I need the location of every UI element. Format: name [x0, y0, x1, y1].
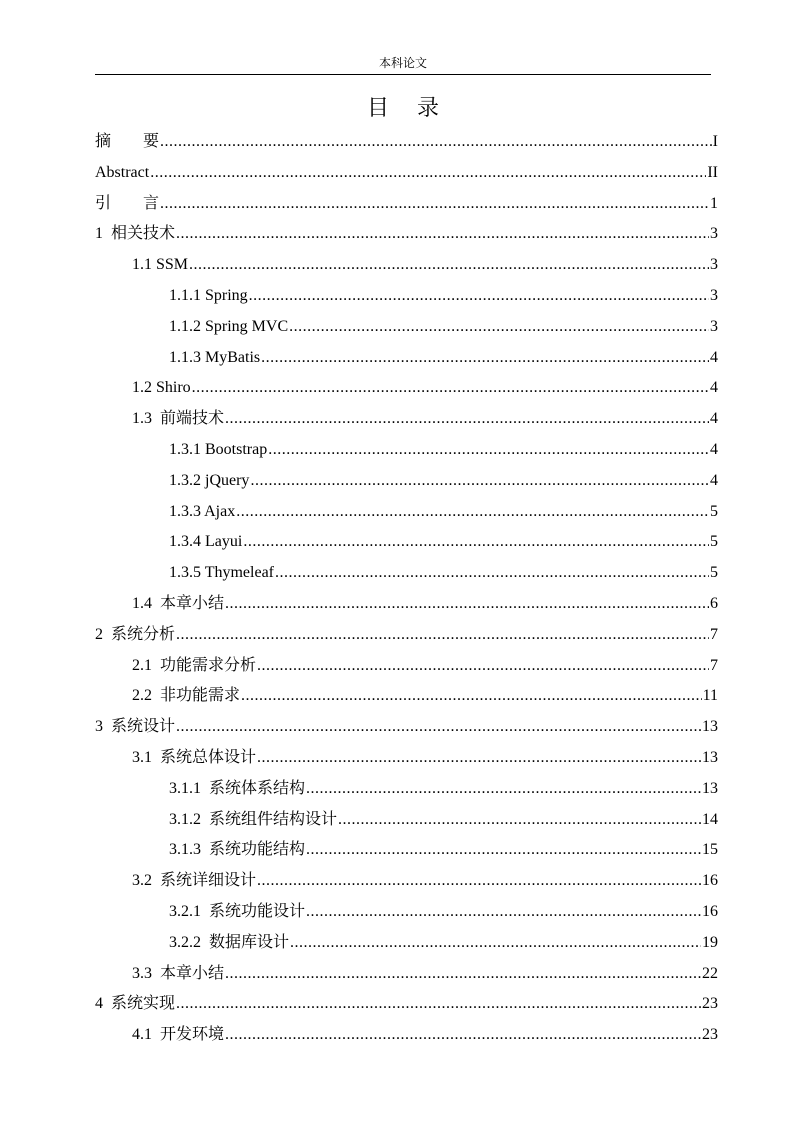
toc-dot-leader	[257, 651, 709, 682]
toc-entry[interactable]	[95, 373, 718, 404]
toc-entry[interactable]	[95, 127, 718, 158]
toc-entry-page-number: 11	[702, 687, 718, 705]
toc-dot-leader	[261, 343, 709, 374]
toc-entry-page-number: 6	[710, 594, 718, 612]
toc-entry-page-number: II	[707, 163, 718, 181]
toc-entry[interactable]	[95, 250, 718, 281]
toc-entry-label: 1.1.2 Spring MVC	[169, 317, 289, 335]
toc-entry-page-number: 7	[710, 625, 718, 643]
table-of-contents	[95, 127, 718, 1051]
toc-entry[interactable]	[95, 681, 718, 712]
toc-entry-page-number: 1	[710, 194, 718, 212]
toc-entry-label: Abstract	[95, 163, 150, 181]
toc-dot-leader	[176, 620, 709, 651]
toc-dot-leader	[160, 127, 712, 158]
toc-entry-page-number: 3	[710, 225, 718, 243]
toc-dot-leader	[250, 466, 709, 497]
toc-entry-page-number: 4	[710, 440, 718, 458]
toc-dot-leader	[225, 1020, 701, 1051]
toc-dot-leader	[225, 589, 709, 620]
toc-entry-label: 摘 要	[95, 133, 160, 150]
toc-entry-page-number: 15	[702, 841, 718, 859]
toc-dot-leader	[189, 250, 709, 281]
toc-entry-page-number: 5	[710, 564, 718, 582]
toc-entry[interactable]	[95, 466, 718, 497]
toc-entry-page-number: 4	[710, 410, 718, 428]
toc-entry-label: 2.2 非功能需求	[132, 687, 241, 705]
toc-entry-label: 1.3.2 jQuery	[169, 471, 250, 489]
toc-dot-leader	[176, 989, 701, 1020]
toc-entry[interactable]	[95, 189, 718, 220]
toc-entry[interactable]	[95, 620, 718, 651]
toc-entry[interactable]	[95, 774, 718, 805]
header-divider	[95, 74, 711, 75]
toc-dot-leader	[225, 959, 701, 990]
toc-entry-page-number: 16	[702, 872, 718, 890]
toc-entry-page-number: 3	[710, 317, 718, 335]
toc-entry[interactable]	[95, 897, 718, 928]
toc-entry-page-number: 23	[702, 1026, 718, 1044]
toc-entry-label: 2 系统分析	[95, 625, 176, 643]
toc-entry-page-number: 4	[710, 471, 718, 489]
toc-entry-label: 1.1.3 MyBatis	[169, 348, 261, 366]
toc-dot-leader	[241, 681, 702, 712]
toc-entry-label: 1.3.3 Ajax	[169, 502, 236, 520]
toc-dot-leader	[176, 712, 701, 743]
toc-entry[interactable]	[95, 219, 718, 250]
page-header: 本科论文	[378, 56, 427, 70]
toc-entry-label: 3.1.2 系统组件结构设计	[169, 810, 338, 828]
toc-entry-page-number: 5	[710, 533, 718, 551]
toc-dot-leader	[289, 312, 709, 343]
toc-dot-leader	[290, 928, 701, 959]
toc-entry[interactable]	[95, 1020, 718, 1051]
toc-entry-page-number: 3	[710, 256, 718, 274]
toc-entry[interactable]	[95, 928, 718, 959]
toc-entry-label: 1.1.1 Spring	[169, 286, 248, 304]
toc-entry-label: 1.4 本章小结	[132, 594, 225, 612]
toc-entry-label: 3.1 系统总体设计	[132, 748, 257, 766]
toc-entry-label: 引 言	[95, 194, 160, 212]
toc-dot-leader	[338, 805, 701, 836]
toc-entry-label: 1.3 前端技术	[132, 410, 225, 428]
toc-entry[interactable]	[95, 312, 718, 343]
toc-dot-leader	[160, 189, 709, 220]
toc-entry[interactable]	[95, 343, 718, 374]
toc-dot-leader	[257, 866, 701, 897]
toc-entry-page-number: 14	[702, 810, 718, 828]
toc-dot-leader	[275, 558, 709, 589]
toc-entry-label: 3.2.2 数据库设计	[169, 933, 290, 951]
toc-entry[interactable]	[95, 281, 718, 312]
toc-dot-leader	[243, 527, 709, 558]
toc-dot-leader	[306, 835, 701, 866]
toc-entry[interactable]	[95, 497, 718, 528]
toc-entry[interactable]	[95, 558, 718, 589]
toc-entry[interactable]	[95, 866, 718, 897]
toc-entry[interactable]	[95, 805, 718, 836]
toc-dot-leader	[306, 897, 701, 928]
toc-entry-label: 3.3 本章小结	[132, 964, 225, 982]
toc-entry[interactable]	[95, 989, 718, 1020]
toc-title: 目录	[366, 95, 467, 120]
toc-entry-page-number: 13	[702, 748, 718, 766]
toc-entry[interactable]	[95, 959, 718, 990]
toc-entry[interactable]	[95, 835, 718, 866]
toc-entry-label: 2.1 功能需求分析	[132, 656, 257, 674]
toc-entry-label: 4.1 开发环境	[132, 1026, 225, 1044]
toc-dot-leader	[257, 743, 701, 774]
toc-entry-label: 1.1 SSM	[132, 256, 189, 274]
toc-entry-label: 3.1.3 系统功能结构	[169, 841, 306, 859]
toc-entry-label: 4 系统实现	[95, 995, 176, 1013]
toc-entry-page-number: 5	[710, 502, 718, 520]
toc-entry-page-number: 4	[710, 348, 718, 366]
toc-entry-page-number: 4	[710, 379, 718, 397]
toc-entry-label: 1.3.4 Layui	[169, 533, 243, 551]
toc-entry[interactable]	[95, 712, 718, 743]
toc-entry-label: 3.1.1 系统体系结构	[169, 779, 306, 797]
toc-entry-page-number: 16	[702, 902, 718, 920]
toc-entry-label: 3.2 系统详细设计	[132, 872, 257, 890]
toc-dot-leader	[268, 435, 709, 466]
toc-entry-page-number: 3	[710, 286, 718, 304]
toc-entry-label: 1 相关技术	[95, 225, 176, 243]
toc-entry-label: 1.3.1 Bootstrap	[169, 440, 268, 458]
toc-entry-page-number: 23	[702, 995, 718, 1013]
toc-dot-leader	[249, 281, 709, 312]
toc-entry-page-number: 13	[702, 779, 718, 797]
toc-entry[interactable]	[95, 743, 718, 774]
toc-entry-page-number: 13	[702, 718, 718, 736]
toc-entry[interactable]	[95, 589, 718, 620]
toc-entry[interactable]	[95, 527, 718, 558]
toc-dot-leader	[150, 158, 706, 189]
toc-entry-page-number: I	[712, 133, 718, 150]
toc-entry-label: 1.3.5 Thymeleaf	[169, 564, 275, 582]
toc-dot-leader	[306, 774, 701, 805]
toc-entry[interactable]	[95, 404, 718, 435]
toc-entry-label: 3 系统设计	[95, 718, 176, 736]
toc-entry-page-number: 22	[702, 964, 718, 982]
toc-entry-page-number: 19	[702, 933, 718, 951]
toc-dot-leader	[236, 497, 709, 528]
toc-dot-leader	[192, 373, 709, 404]
toc-entry[interactable]	[95, 435, 718, 466]
toc-dot-leader	[225, 404, 709, 435]
toc-entry[interactable]	[95, 158, 718, 189]
toc-entry[interactable]	[95, 651, 718, 682]
toc-entry-page-number: 7	[710, 656, 718, 674]
toc-entry-label: 3.2.1 系统功能设计	[169, 902, 306, 920]
toc-entry-label: 1.2 Shiro	[132, 379, 191, 397]
toc-dot-leader	[176, 219, 709, 250]
